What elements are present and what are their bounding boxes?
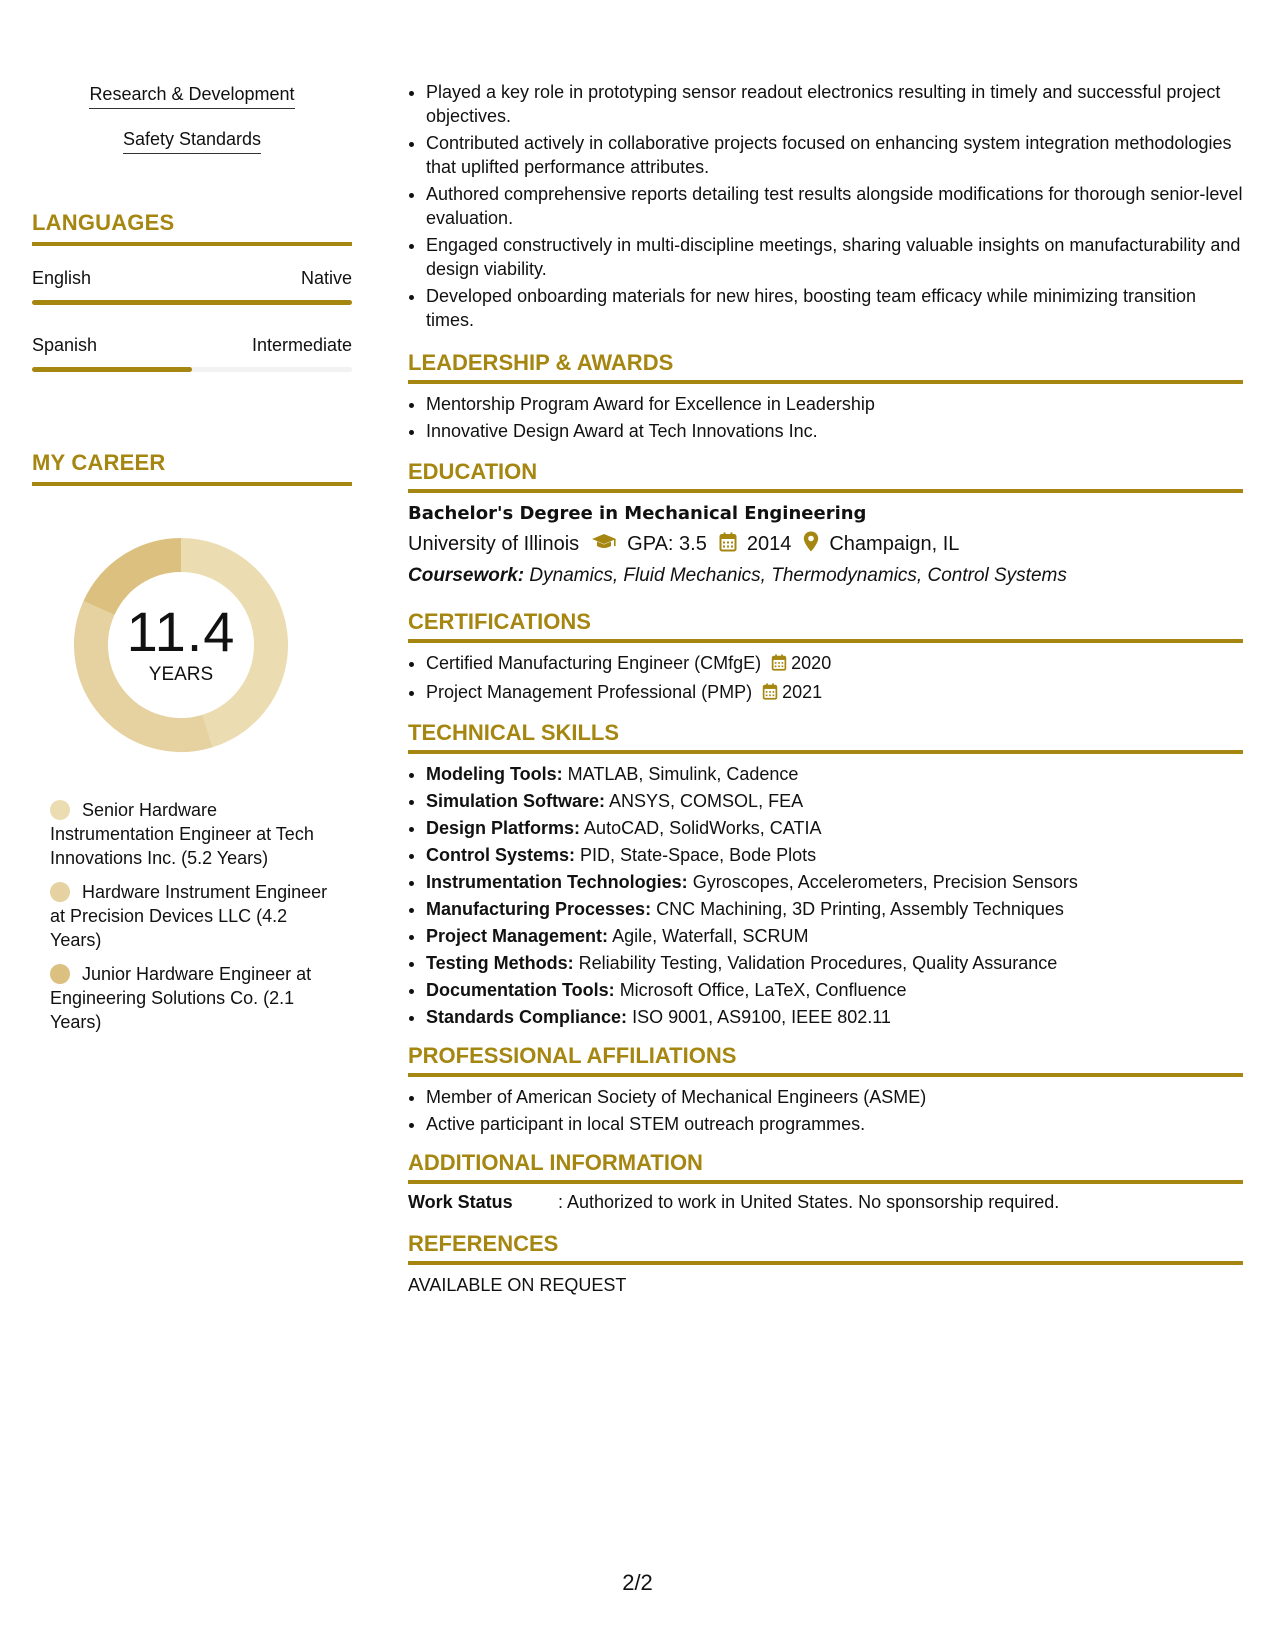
- languages-section: [32, 210, 352, 372]
- calendar-icon: [771, 653, 787, 677]
- skill-item: [426, 789, 1243, 813]
- education-degree: Bachelor's Degree in Mechanical Engineering: [408, 503, 867, 524]
- certification-name: Certified Manufacturing Engineer (CMfgE): [426, 653, 762, 673]
- experience-bullet: • Contributed actively in collaborative projects focused on enhancing system integration methodologies that uplifted performance attributes.: [426, 131, 1243, 179]
- certifications-list: [408, 651, 1243, 706]
- leadership-heading: LEADERSHIP & AWARDS: [408, 350, 1243, 384]
- certifications-section: [408, 609, 1243, 706]
- experience-bullets: [408, 80, 1243, 332]
- language-level: Native: [300, 268, 352, 288]
- leadership-list: [408, 392, 1243, 443]
- skill-item: [426, 762, 1243, 786]
- certification-item: [426, 651, 1243, 677]
- experience-bullet: • Developed onboarding materials for new hires, boosting team efficacy while minimizing transition times.: [426, 284, 1243, 332]
- legend-dot-icon: [50, 800, 70, 820]
- language-item: [32, 268, 352, 305]
- skill-value: ISO 9001, AS9100, IEEE 802.11: [632, 1007, 891, 1027]
- career-donut-center: [66, 530, 296, 760]
- skill-item: [426, 1005, 1243, 1029]
- certification-item: [426, 680, 1243, 706]
- skill-label: Control Systems:: [426, 845, 576, 865]
- right-column: [408, 80, 1243, 1296]
- skill-label: Standards Compliance:: [426, 1007, 628, 1027]
- skill-value: PID, State-Space, Bode Plots: [580, 845, 817, 865]
- coursework-label: Coursework:: [408, 565, 525, 586]
- language-level: Intermediate: [251, 335, 352, 355]
- work-status-label: Work Status: [408, 1192, 513, 1212]
- language-proficiency-fill: [32, 300, 352, 305]
- education-year: 2014: [746, 533, 792, 555]
- page-number: 2/2: [622, 1570, 653, 1595]
- experience-bullet: • Engaged constructively in multi-discipline meetings, sharing valuable insights on manufacturability and design viability.: [426, 233, 1243, 281]
- skill-label: Documentation Tools:: [426, 980, 615, 1000]
- skill-value: Reliability Testing, Validation Procedures, Quality Assurance: [578, 953, 1058, 973]
- certification-year: 2021: [782, 682, 823, 702]
- skill-item: [426, 924, 1243, 948]
- skill-value: ANSYS, COMSOL, FEA: [609, 791, 804, 811]
- calendar-icon: [719, 532, 737, 558]
- language-name: Spanish: [32, 335, 98, 355]
- calendar-icon: [762, 682, 778, 706]
- references-section: [408, 1231, 1243, 1296]
- strength-item: Research & Development: [89, 84, 294, 109]
- technical-skills-heading: TECHNICAL SKILLS: [408, 720, 1243, 754]
- leadership-section: [408, 350, 1243, 443]
- work-status-row: [408, 1192, 1243, 1213]
- certifications-heading: CERTIFICATIONS: [408, 609, 1243, 643]
- legend-dot-icon: [50, 882, 70, 902]
- references-heading: REFERENCES: [408, 1231, 1243, 1265]
- career-legend-item: [50, 880, 330, 952]
- career-legend-label: Senior Hardware Instrumentation Engineer at Tech Innovations Inc. (5.2 Years): [50, 800, 314, 868]
- affiliations-list: [408, 1085, 1243, 1136]
- map-pin-icon: [803, 531, 819, 558]
- career-legend: [32, 798, 352, 1034]
- education-school: University of Illinois: [408, 533, 580, 555]
- skill-value: CNC Machining, 3D Printing, Assembly Techniques: [656, 899, 1064, 919]
- career-legend-item: [50, 962, 330, 1034]
- technical-skills-list: [408, 762, 1243, 1029]
- skill-item: [426, 816, 1243, 840]
- career-total-years: 11.4: [126, 600, 236, 663]
- skill-label: Design Platforms:: [426, 818, 581, 838]
- skill-value: Microsoft Office, LaTeX, Confluence: [619, 980, 907, 1000]
- career-legend-item: [50, 798, 330, 870]
- skill-item: [426, 897, 1243, 921]
- languages-heading: LANGUAGES: [32, 210, 352, 246]
- skill-value: Gyroscopes, Accelerometers, Precision Sensors: [692, 872, 1078, 892]
- language-proficiency-bar: [32, 300, 352, 305]
- skill-item: [426, 843, 1243, 867]
- experience-bullet: • Authored comprehensive reports detailing test results alongside modifications for thorough senior-level evaluation.: [426, 182, 1243, 230]
- affiliation-item: • Member of American Society of Mechanical Engineers (ASME): [426, 1085, 1243, 1109]
- legend-dot-icon: [50, 964, 70, 984]
- education-coursework: [408, 565, 1243, 587]
- skill-item: [426, 870, 1243, 894]
- career-total-unit: YEARS: [148, 664, 214, 685]
- skill-item: [426, 978, 1243, 1002]
- skill-label: Testing Methods:: [426, 953, 574, 973]
- education-section: [408, 459, 1243, 587]
- affiliations-heading: PROFESSIONAL AFFILIATIONS: [408, 1043, 1243, 1077]
- graduation-cap-icon: [591, 533, 617, 557]
- skill-label: Modeling Tools:: [426, 764, 563, 784]
- technical-skills-section: [408, 720, 1243, 1029]
- education-heading: EDUCATION: [408, 459, 1243, 493]
- left-column: [32, 84, 352, 1032]
- strength-item: Safety Standards: [123, 129, 261, 154]
- skill-label: Instrumentation Technologies:: [426, 872, 688, 892]
- work-status-value: : Authorized to work in United States. No sponsorship required.: [558, 1192, 1060, 1212]
- affiliation-item: • Active participant in local STEM outreach programmes.: [426, 1112, 1243, 1136]
- certification-year: 2020: [791, 653, 832, 673]
- leadership-item: • Innovative Design Award at Tech Innovations Inc.: [426, 419, 1243, 443]
- education-gpa: GPA: 3.5: [627, 533, 707, 555]
- affiliations-section: [408, 1043, 1243, 1136]
- career-section: [32, 450, 352, 1044]
- career-legend-label: Hardware Instrument Engineer at Precision Devices LLC (4.2 Years): [50, 882, 328, 950]
- skill-value: Agile, Waterfall, SCRUM: [612, 926, 809, 946]
- additional-info-section: [408, 1150, 1243, 1213]
- language-item: [32, 335, 352, 372]
- career-legend-label: Junior Hardware Engineer at Engineering Solutions Co. (2.1 Years): [50, 964, 312, 1032]
- skill-item: [426, 951, 1243, 975]
- skill-label: Manufacturing Processes:: [426, 899, 652, 919]
- skill-label: Project Management:: [426, 926, 609, 946]
- strengths-list: [32, 84, 352, 174]
- language-name: English: [32, 268, 92, 288]
- coursework-value: Dynamics, Fluid Mechanics, Thermodynamics, Control Systems: [529, 565, 1067, 586]
- language-proficiency-fill: [32, 367, 192, 372]
- career-donut-chart: [66, 530, 296, 760]
- additional-info-heading: ADDITIONAL INFORMATION: [408, 1150, 1243, 1184]
- career-heading: MY CAREER: [32, 450, 352, 486]
- skill-label: Simulation Software:: [426, 791, 606, 811]
- leadership-item: • Mentorship Program Award for Excellence in Leadership: [426, 392, 1243, 416]
- skill-value: MATLAB, Simulink, Cadence: [567, 764, 799, 784]
- certification-name: Project Management Professional (PMP): [426, 682, 753, 702]
- education-details: [408, 531, 1243, 558]
- experience-bullet: • Played a key role in prototyping sensor readout electronics resulting in timely and successful project objectives.: [426, 80, 1243, 128]
- skill-value: AutoCAD, SolidWorks, CATIA: [584, 818, 822, 838]
- references-text: AVAILABLE ON REQUEST: [408, 1275, 627, 1295]
- education-location: Champaign, IL: [829, 533, 960, 555]
- language-proficiency-bar: [32, 367, 352, 372]
